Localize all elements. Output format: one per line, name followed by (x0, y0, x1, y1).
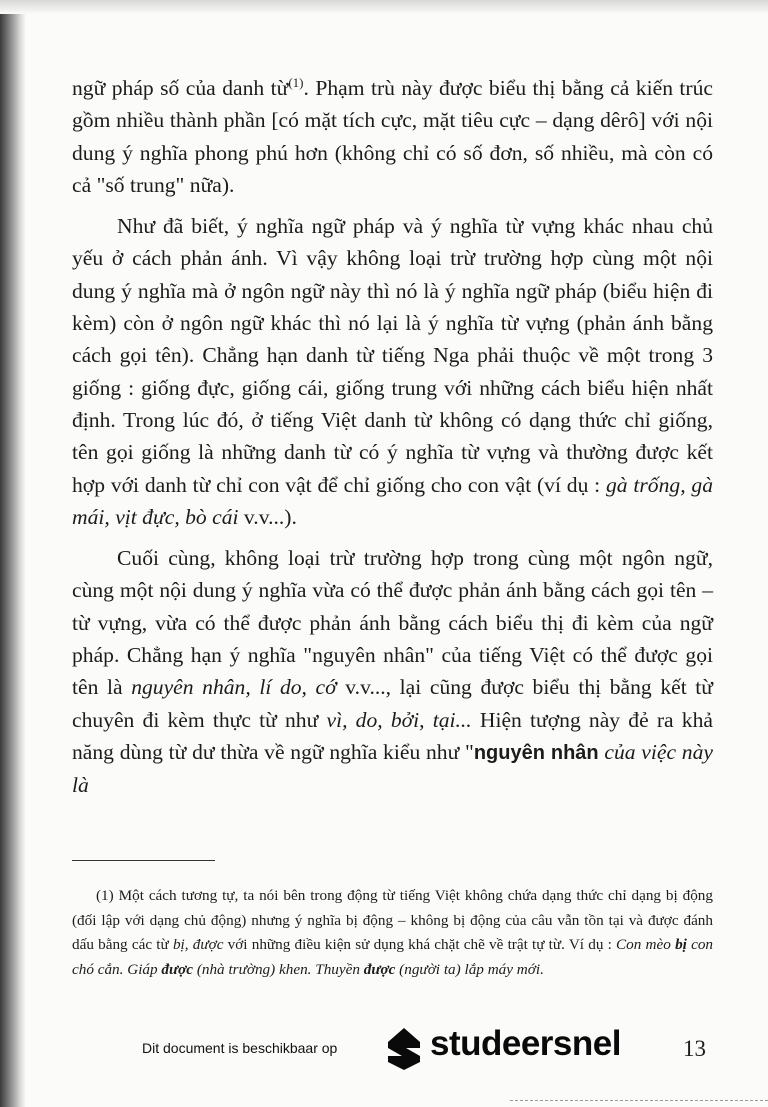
italic-example: bị, được (172, 936, 224, 953)
brand-name[interactable]: studeersnel (430, 1024, 621, 1063)
text-run: Hiện tượng này đẻ ra khả năng dùng từ dư thừa về ngữ nghĩa kiểu như " (72, 707, 713, 764)
italic-example: (người ta) lắp máy mới. (395, 960, 544, 978)
bold-italic-example: được (161, 960, 194, 978)
bottom-edge-line (510, 1100, 768, 1101)
availability-notice: Dit document is beschikbaar op (142, 1040, 338, 1056)
italic-example: của việc này là (72, 739, 713, 798)
studeersnel-logo-icon[interactable] (384, 1022, 424, 1072)
text-run: với những điều kiện sử dụng khá chặt chẽ về trật tự từ. Ví dụ : (223, 936, 617, 953)
text-run: (1) Một cách tương tự, ta nói bên trong động từ tiếng Việt không chứa dạng thức chỉ dạng bị động (đối lập với dạng chủ động) nhưng ý nghĩa bị động – không bị động của câu vẫn tồn tại và được đánh dấu bằng các từ (72, 887, 713, 953)
book-binding-shadow (0, 0, 26, 1107)
paragraph-2 (72, 210, 713, 533)
paragraph-1 (72, 72, 713, 201)
italic-example: (nhà trường) khen. Thuyền (193, 960, 364, 978)
text-run: v.v..., lại cũng được biểu thị bằng kết từ chuyên đi kèm thực từ như (72, 675, 714, 732)
footnote-text (72, 884, 713, 982)
text-run: Cuối cùng, không loại trừ trường hợp trong cùng một ngôn ngữ, cùng một nội dung ý nghĩa vừa có thể được phản ánh bằng cách gọi tên – từ vựng, vừa có thể được phản ánh bằng cách biểu thị đi kèm của ngữ pháp. Chẳng hạn ý nghĩa "nguyên nhân" của tiếng Việt có thể được gọi tên là (72, 546, 713, 700)
italic-example: Con mèo (616, 936, 676, 953)
paragraph-3 (72, 542, 713, 801)
italic-example: nguyên nhân, lí do, cớ (131, 675, 337, 700)
bold-italic-example: bị (675, 936, 687, 953)
italic-example: vì, do, bởi, tại... (326, 707, 472, 732)
text-run: ngữ pháp số của danh từ (72, 76, 289, 100)
footnote-marker: (1) (288, 74, 304, 90)
footnote (72, 884, 713, 982)
page-number: 13 (683, 1036, 706, 1061)
text-run: Như đã biết, ý nghĩa ngữ pháp và ý nghĩa từ vựng khác nhau chủ yếu ở cách phản ánh. Vì vậy không loại trừ trường hợp cùng một nội dung ý nghĩa mà ở ngôn ngữ này thì nó là ý nghĩa ngữ pháp (biểu hiện đi kèm) còn ở ngôn ngữ khác thì nó lại là ý nghĩa từ vựng (phản ánh bằng cách gọi tên). Chẳng hạn danh từ tiếng Nga phải thuộc về một trong 3 giống : giống đực, giống cái, giống trung với những cách biểu hiện nhất định. Trong lúc đó, ở tiếng Việt danh từ không có dạng thức chỉ giống, tên gọi giống là những danh từ có ý nghĩa từ vựng và thường được kết hợp với danh từ chỉ con vật để chỉ giống cho con vật (ví dụ : (72, 214, 713, 497)
italic-example: con chó cắn. Giáp (72, 936, 714, 978)
main-text (72, 72, 713, 802)
footnote-separator (72, 860, 215, 861)
top-edge-shadow (0, 0, 768, 14)
text-run: . Phạm trù này được biểu thị bằng cả kiến trúc gồm nhiều thành phần [có mặt tích cực, mặt tiêu cực – dạng dêrô] với nội dung ý nghĩa phong phú hơn (không chỉ có số đơn, số nhiều, mà còn có cả "số trung" nữa). (72, 76, 713, 197)
bold-italic-example: được (363, 960, 396, 978)
italic-example: gà trống, gà mái, vịt đực, bò cái (72, 472, 713, 529)
text-run: v.v...). (238, 504, 297, 529)
bold-term: nguyên nhân (473, 741, 599, 764)
